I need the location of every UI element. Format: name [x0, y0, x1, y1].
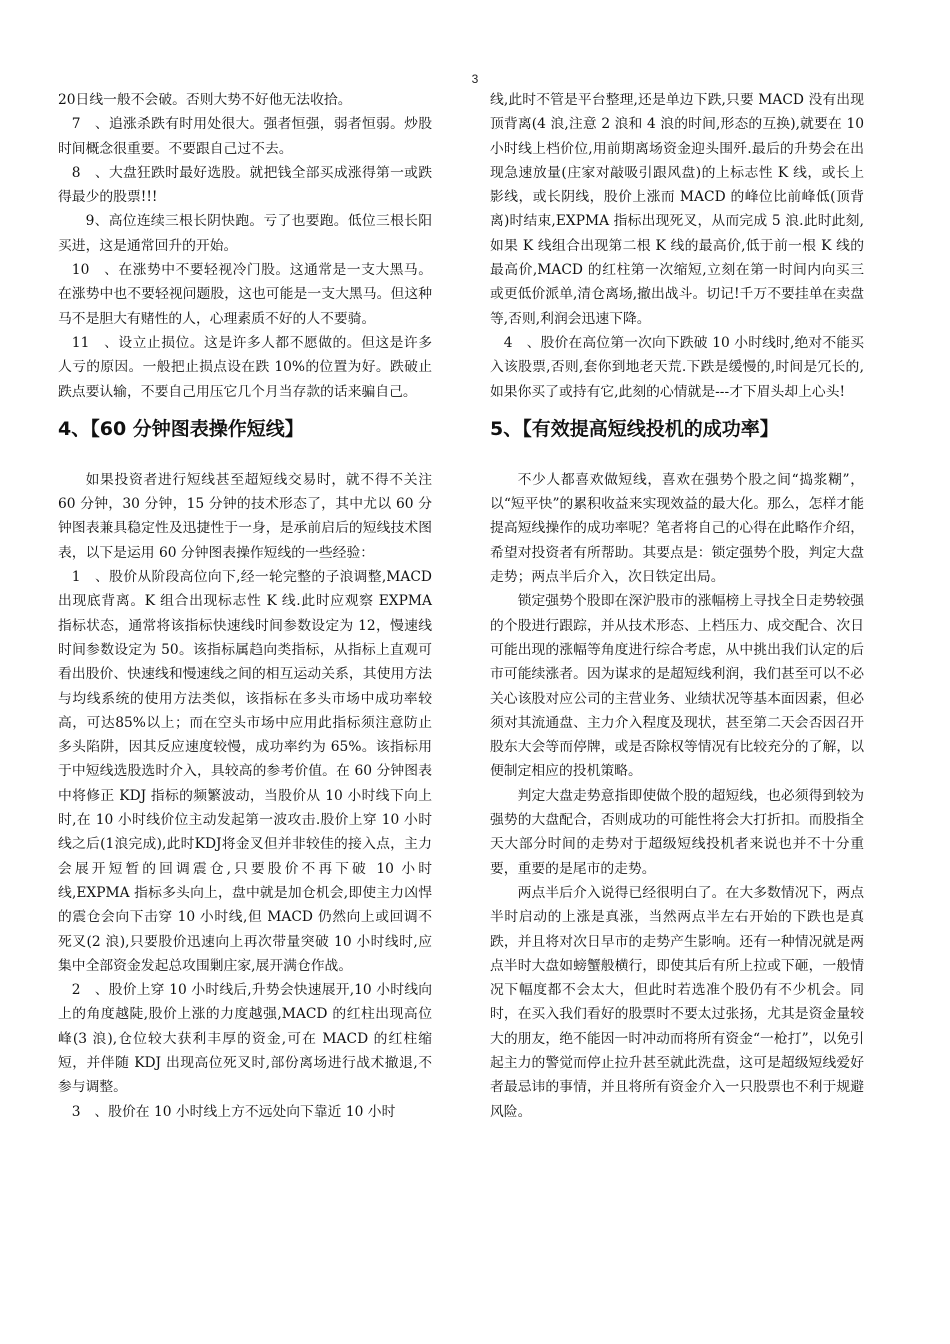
page-number: 3 — [471, 72, 479, 86]
paragraph: 如果投资者进行短线甚至超短线交易时，就不得不关注 60 分钟，30 分钟，15 分钟的技术形态了，其中尤以 60 分钟图表兼具稳定性及迅捷性于一身，是承前启后的短线技术图表，以下是运用 60 分钟图表操作短线的一些经验： — [58, 471, 432, 561]
section-5-heading: 5、【有效提高短线投机的成功率】 — [490, 417, 779, 440]
left-top-paragraphs — [58, 88, 432, 404]
paragraph: 3 、股价在 10 小时线上方不远处向下靠近 10 小时 — [71, 1103, 396, 1120]
section-4-heading: 4、【60 分钟图表操作短线】 — [58, 417, 304, 440]
paragraph: 4 、股价在高位第一次向下跌破 10 小时线时,绝对不能买入该股票,否则,套你到地老天荒.下跌是缓慢的,时间是冗长的,如果你买了或持有它,此刻的心情就是---才下眉头却上心头! — [490, 334, 864, 400]
paragraph: 线,此时不管是平台整理,还是单边下跌,只要 MACD 没有出现顶背离(4 浪,注意 2 浪和 4 浪的时间,形态的互换),就要在 10 小时线上档价位,用前期离场资金迎头围歼.最后的升势会在出现急速放量(庄家对敲吸引跟风盘)的上标志性 K 线，或长上影线，或长阴线，股价上涨而 MACD 的峰位比前峰低(顶背离)时结束,EXPMA 指标出现死叉，从而完成 5 浪.此时此刻,如果 K 线组合出现第二根 K 线的最高价,低于前一根 K 线的最高价,MACD 的红柱第一次缩短,立刻在第一时间内向买三或更低价派单,清仓离场,撤出战斗。切记!千万不要挂单在卖盘等,否则,利润会迅速下降。 — [490, 92, 864, 327]
paragraph: 2 、股价上穿 10 小时线后,升势会快速展开,10 小时线向上的角度越陡,股价上涨的力度越强,MACD 的红柱出现高位峰(3 浪),仓位较大获利丰厚的资金,可在 MACD 的红柱缩短，并伴随 KDJ 出现高位死叉时,部份离场进行战术撤退,不参与调整。 — [58, 982, 432, 1096]
paragraph: 7 、追涨杀跌有时用处很大。强者恒强，弱者恒弱。炒股时间概念很重要。不要跟自己过不去。 — [58, 116, 432, 157]
paragraph: 判定大盘走势意指即使做个股的超短线，也必须得到较为强势的大盘配合，否则成功的可能性将会大打折扣。而股指全天大部分时间的走势对于超级短线投机者来说也并不十分重要，重要的是尾市的走势。 — [490, 787, 864, 877]
paragraph: 20日线一般不会破。否则大势不好他无法收拾。 — [58, 92, 352, 108]
paragraph: 10 、在涨势中不要轻视冷门股。这通常是一支大黑马。在涨势中也不要轻视问题股，这也可能是一支大黑马。但这种马不是胆大有赌性的人，心理素质不好的人不要骑。 — [58, 262, 432, 327]
paragraph: 锁定强势个股即在深沪股市的涨幅榜上寻找全日走势较强的个股进行跟踪，并从技术形态、上档压力、成交配合、次日可能出现的涨幅等角度进行综合考虑，从中挑出我们认定的后市可能续涨者。因为谋求的是超短线利润，我们甚至可以不必关心该股对应公司的主营业务、业绩状况等基本面因素，但必须对其流通盘、主力介入程度及现状，甚至第二天会否因召开股东大会等而停牌，或是否除权等情况有比较充分的了解，以便制定相应的投机策略。 — [490, 593, 864, 780]
paragraph: 9、高位连续三根长阴快跑。亏了也要跑。低位三根长阳买进，这是通常回升的开始。 — [58, 213, 432, 254]
left-bottom-paragraphs — [58, 468, 432, 1124]
paragraph: 不少人都喜欢做短线，喜欢在强势个股之间“捣浆糊”，以“短平快”的累积收益来实现效益的最大化。那么，怎样才能提高短线操作的成功率呢？笔者将自己的心得在此略作介绍，希望对投资者有所帮助。其要点是：锁定强势个股，判定大盘走势；两点半后介入，次日铁定出局。 — [490, 471, 864, 586]
paragraph: 8 、大盘狂跌时最好选股。就把钱全部买成涨得第一或跌得最少的股票!!! — [58, 164, 432, 206]
paragraph: 两点半后介入说得已经很明白了。在大多数情况下，两点半时启动的上涨是真涨，当然两点半左右开始的下跌也是真跌，并且将对次日早市的走势产生影响。还有一种情况就是两点半时大盘如螃蟹般横行，即使其后有所上拉或下砸，一般情况下幅度都不会太大，但此时若选准个股仍有不少机会。同时，在买入我们看好的股票时不要太过张扬，尤其是资金量较大的朋友，绝不能因一时冲动而将所有资金“一枪打”，以免引起主力的警觉而停止拉升甚至就此洗盘，这可是超级短线爱好者最忌讳的事情，并且将所有资金介入一只股票也不利于规避风险。 — [490, 884, 864, 1120]
paragraph: 1 、股价从阶段高位向下,经一轮完整的子浪调整,MACD出现底背离。K 组合出现标志性 K 线.此时应观察 EXPMA 指标状态，通常将该指标快速线时间参数设定为 12，慢速线时间参数设定为 50。该指标属趋向类指标，从指标上直观可看出股价、快速线和慢速线之间的相互运动关系，其使用方法与均线系统的使用方法类似，该指标在多头市场中成功率较高，可达85%以上；而在空头市场中应用此指标须注意防止多头陷阱，因其反应速度较慢，成功率约为 65%。该指标用于中短线选股选时介入，具较高的参考价值。在 60 分钟图表中将修正 KDJ 指标的频繁波动，当股价从 10 小时线下向上时,在 10 小时线价位主动发起第一波攻击.股价上穿 10 小时线之后(1浪完成),此时KDJ将金叉但并非较佳的接入点，主力会展开短暂的回调震仓,只要股价不再下破 10 小时线,EXPMA 指标多头向上，盘中就是加仓机会,即使主力凶悍的震仓会向下击穿 10 小时线,但 MACD 仍然向上或回调不死叉(2 浪),只要股价迅速向上再次带量突破 10 小时线时,应集中全部资金发起总攻围剿庄家,展开满仓作战。 — [58, 569, 432, 974]
left-column — [58, 88, 432, 1124]
right-top-paragraphs — [490, 88, 864, 404]
paragraph: 11 、设立止损位。这是许多人都不愿做的。但这是许多人亏的原因。一般把止损点设在跌 10%的位置为好。跌破止跌点要认输，不要自己用压它几个月当存款的话来骗自己。 — [58, 334, 432, 400]
right-bottom-paragraphs — [490, 468, 864, 1124]
right-column — [490, 88, 864, 1124]
